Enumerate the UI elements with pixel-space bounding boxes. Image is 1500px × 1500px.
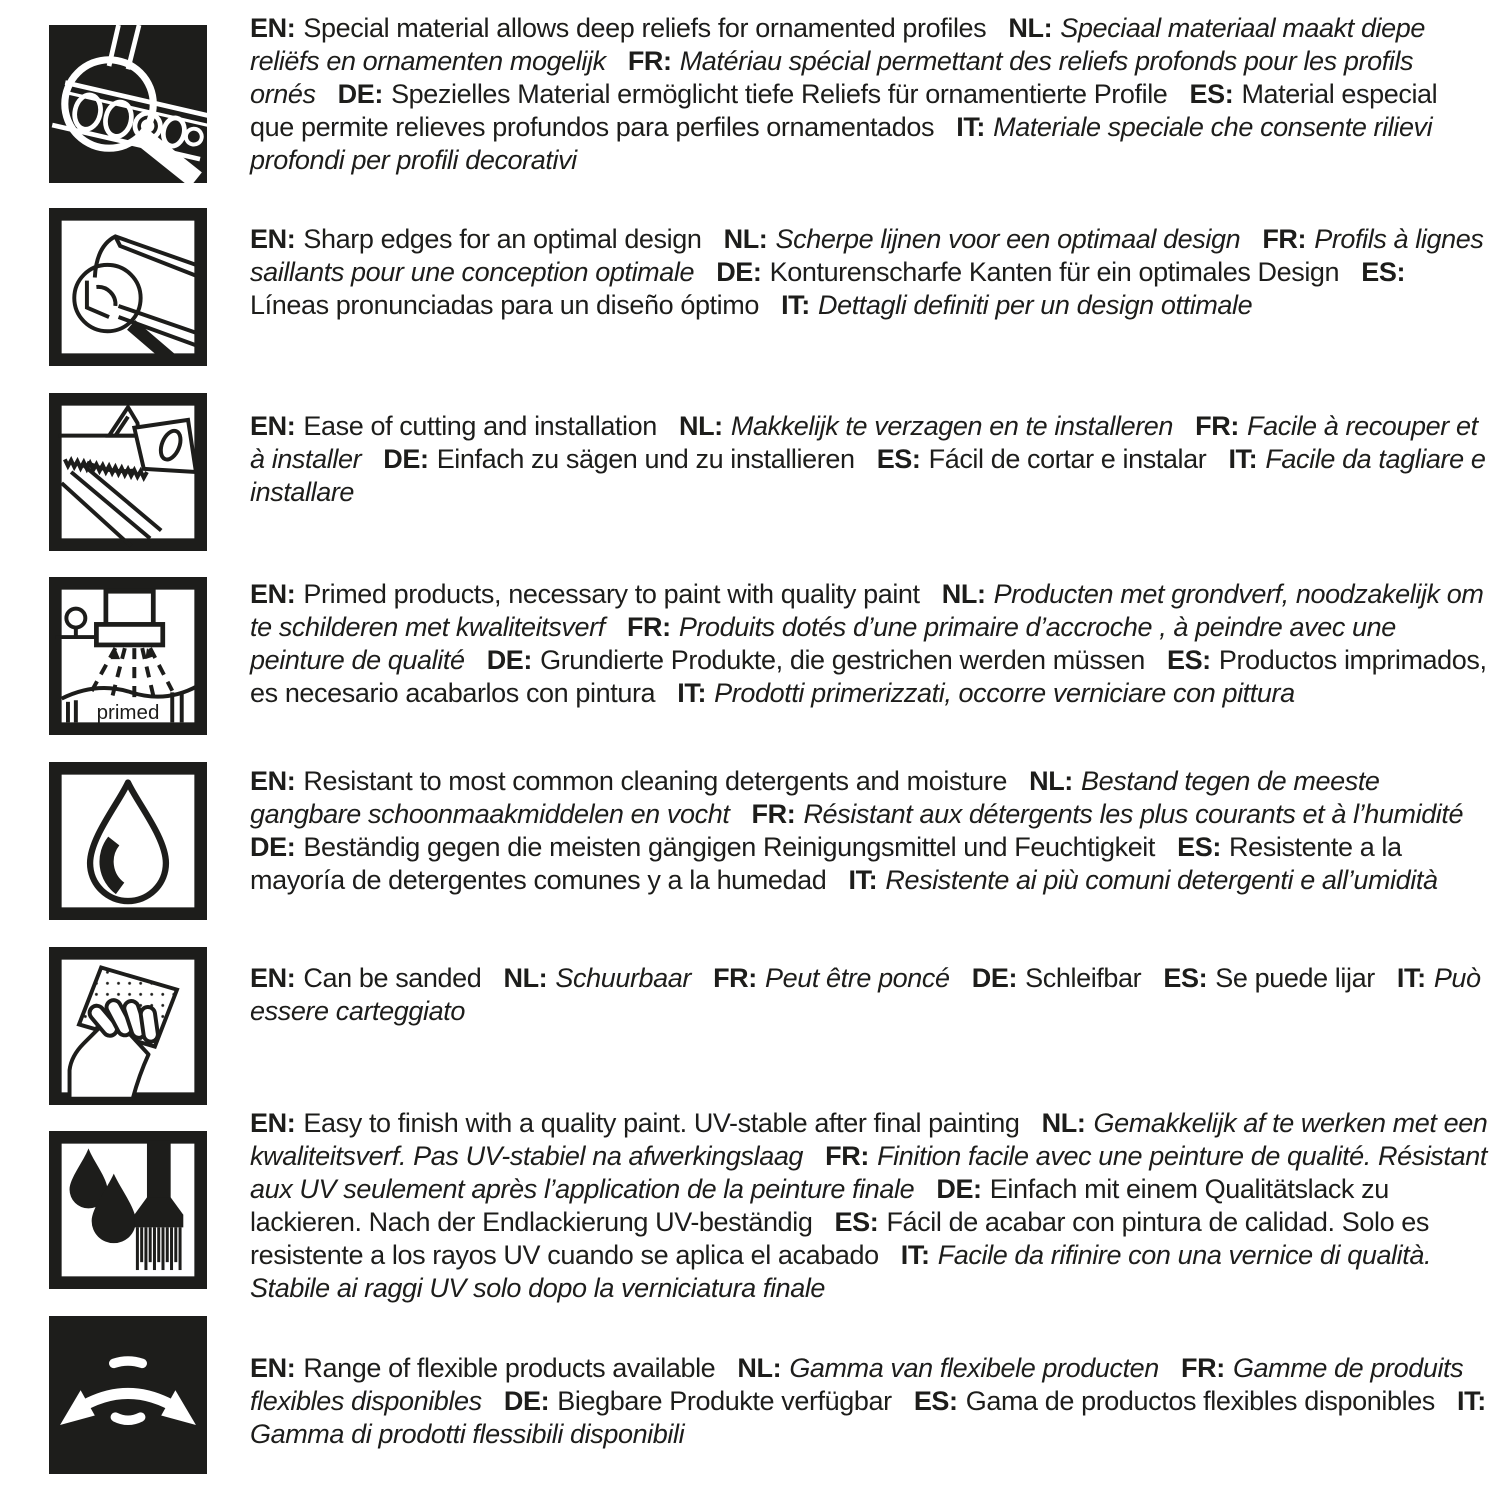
lang-segment-es (1163, 963, 1374, 993)
paint-drops-brush-icon (49, 1131, 207, 1289)
lang-segment-en (250, 13, 986, 43)
lang-segment-de (383, 444, 854, 474)
lang-segment-it (677, 678, 1294, 708)
lang-label: EN: (250, 579, 296, 609)
lang-label: ES: (876, 444, 921, 474)
lang-label: EN: (250, 766, 296, 796)
lang-text: Ease of cutting and installation (303, 411, 657, 441)
lang-label: FR: (1262, 224, 1307, 254)
lang-label: EN: (250, 224, 296, 254)
lang-text: Prodotti primerizzati, occorre verniciare con pittura (714, 678, 1295, 708)
lang-text: Scherpe lijnen voor een optimaal design (775, 224, 1241, 254)
lang-label: IT: (956, 112, 986, 142)
lang-text: Schuurbaar (555, 963, 691, 993)
lang-text: Peut être poncé (765, 963, 950, 993)
lang-label: FR: (626, 612, 671, 642)
lang-text: Special material allows deep reliefs for ornamented profiles (303, 13, 987, 43)
lang-segment-it (781, 290, 1252, 320)
lang-label: ES: (1361, 257, 1406, 287)
lang-label: NL: (678, 411, 723, 441)
lang-text: Dettagli definiti per un design ottimale (817, 290, 1253, 320)
lang-label: DE: (716, 257, 762, 287)
lang-label: NL: (1008, 13, 1053, 43)
lang-text: Einfach mit einem Qualitätslack zu lackieren. Nach der Endlackierung UV-beständig (250, 1174, 1389, 1237)
lang-label: DE: (486, 645, 532, 675)
lang-label: IT: (1457, 1386, 1486, 1416)
lang-label: FR: (713, 963, 757, 993)
lang-label: EN: (250, 1353, 296, 1383)
lang-text: Material especial que permite relieves profundos para perfiles ornamentados (250, 79, 1438, 142)
lang-label: ES: (834, 1207, 879, 1237)
lang-segment-es (877, 444, 1207, 474)
lang-text: Se puede lijar (1215, 963, 1375, 993)
lang-segment-fr (752, 799, 1464, 829)
lang-segment-en (250, 579, 920, 609)
lang-text: Spezielles Material ermöglicht tiefe Reliefs für ornamentierte Profile (391, 79, 1168, 109)
lang-text: Grundierte Produkte, die gestrichen werden müssen (540, 645, 1145, 675)
lang-label: FR: (751, 799, 796, 829)
flex-arrows-icon (49, 1316, 207, 1474)
lang-segment-en (250, 224, 701, 254)
sharp-edge-magnifier-icon (49, 208, 207, 366)
lang-text: Konturenscharfe Kanten für ein optimales Design (769, 257, 1340, 287)
lang-label: IT: (1228, 444, 1258, 474)
lang-label: DE: (250, 832, 296, 862)
water-drop-icon (49, 762, 207, 920)
lang-text: Gamme de produits flexibles disponibles (250, 1353, 1464, 1416)
feature-text-sanding (250, 962, 1488, 1028)
lang-segment-es (914, 1386, 1435, 1416)
lang-label: NL: (941, 579, 986, 609)
lang-segment-de (716, 257, 1339, 287)
lang-text: Productos imprimados, es necesario acabarlos con pintura (250, 645, 1487, 708)
lang-segment-en (250, 766, 1007, 796)
lang-label: EN: (250, 13, 296, 43)
lang-segment-nl (503, 963, 691, 993)
lang-segment-nl (724, 224, 1241, 254)
lang-label: IT: (848, 865, 878, 895)
lang-label: DE: (971, 963, 1018, 993)
lang-segment-en (250, 411, 657, 441)
lang-label: ES: (913, 1386, 958, 1416)
lang-text: Líneas pronunciadas para un diseño óptimo (250, 290, 759, 320)
lang-text: Matériau spécial permettant des reliefs profonds pour les profils ornés (250, 46, 1414, 109)
hand-saw-cutting-icon (49, 393, 207, 551)
feature-text-sharp-edges (250, 223, 1488, 322)
lang-text: Può essere carteggiato (250, 963, 1481, 1026)
lang-text: Easy to finish with a quality paint. UV-stable after final painting (303, 1108, 1020, 1138)
lang-text: Resistant to most common cleaning detergents and moisture (303, 766, 1007, 796)
lang-label: ES: (1189, 79, 1234, 109)
lang-segment-de (504, 1386, 892, 1416)
lang-text: Finition facile avec une peinture de qualité. Résistant aux UV seulement après l’application de la peinture finale (250, 1141, 1487, 1204)
feature-text-moisture (250, 765, 1488, 897)
lang-text: Bestand tegen de meeste gangbare schoonmaakmiddelen en vocht (250, 766, 1380, 829)
lang-text: Produits dotés d’une primaire d’accroche , à peindre avec une peinture de qualité (250, 612, 1396, 675)
lang-text: Gama de productos flexibles disponibles (965, 1386, 1435, 1416)
lang-label: IT: (677, 678, 707, 708)
primed-label: primed (96, 701, 160, 725)
lang-segment-de (338, 79, 1168, 109)
lang-label: DE: (337, 79, 383, 109)
lang-text: Einfach zu sägen und zu installieren (436, 444, 855, 474)
lang-text: Sharp edges for an optimal design (303, 224, 702, 254)
lang-text: Profils à lignes saillants pour une conception optimale (250, 224, 1484, 287)
feature-text-primed (250, 578, 1488, 710)
lang-label: FR: (627, 46, 672, 76)
lang-label: NL: (1029, 766, 1073, 796)
lang-segment-de (250, 832, 1155, 862)
lang-text: Primed products, necessary to paint with quality paint (303, 579, 920, 609)
lang-text: Schleifbar (1025, 963, 1142, 993)
lang-text: Biegbare Produkte verfügbar (557, 1386, 892, 1416)
ornamented-profile-magnifier-icon (49, 25, 207, 183)
lang-label: FR: (1181, 1353, 1225, 1383)
lang-segment-fr (713, 963, 950, 993)
lang-segment-nl (679, 411, 1173, 441)
lang-segment-de (972, 963, 1142, 993)
lang-text: Fácil de acabar con pintura de calidad. Solo es resistente a los rayos UV cuando se aplica el acabado (250, 1207, 1430, 1270)
lang-text: Facile da rifinire con una vernice di qualità. Stabile ai raggi UV solo dopo la verniciatura finale (250, 1240, 1432, 1303)
lang-text: Fácil de cortar e instalar (928, 444, 1207, 474)
lang-label: IT: (1396, 963, 1426, 993)
lang-label: FR: (1195, 411, 1239, 441)
hand-sanding-icon (49, 947, 207, 1105)
lang-label: EN: (250, 963, 296, 993)
lang-label: DE: (936, 1174, 982, 1204)
lang-label: ES: (1166, 645, 1211, 675)
lang-label: FR: (825, 1141, 869, 1171)
lang-text: Can be sanded (303, 963, 482, 993)
feature-text-paint-finish (250, 1107, 1488, 1305)
lang-text: Gemakkelijk af te werken met een kwaliteitsverf. Pas UV-stabiel na afwerkingslaag (250, 1108, 1488, 1171)
lang-segment-de (487, 645, 1145, 675)
lang-label: IT: (781, 290, 810, 320)
lang-text: Résistant aux détergents les plus courants et à l’humidité (803, 799, 1464, 829)
lang-text: Speciaal materiaal maakt diepe reliëfs en ornamenten mogelijk (250, 13, 1426, 76)
lang-text: Resistente a la mayoría de detergentes comunes y a la humedad (250, 832, 1402, 895)
primer-spray-icon (49, 577, 207, 735)
lang-label: DE: (503, 1386, 550, 1416)
feature-text-cutting (250, 410, 1488, 509)
lang-label: NL: (723, 224, 768, 254)
lang-text: Range of flexible products available (303, 1353, 716, 1383)
lang-text: Gamma van flexibele producten (789, 1353, 1159, 1383)
feature-text-flexible (250, 1352, 1488, 1451)
feature-text-deep-reliefs (250, 12, 1488, 177)
lang-segment-en (250, 1108, 1020, 1138)
lang-text: Materiale speciale che consente rilievi profondi per profili decorativi (250, 112, 1433, 175)
lang-segment-nl (737, 1353, 1159, 1383)
lang-text: Facile da tagliare e installare (250, 444, 1486, 507)
lang-label: NL: (737, 1353, 782, 1383)
lang-label: ES: (1163, 963, 1208, 993)
lang-text: Resistente ai più comuni detergenti e all’umidità (885, 865, 1438, 895)
lang-segment-it (848, 865, 1437, 895)
lang-label: NL: (1041, 1108, 1086, 1138)
lang-text: Gamma di prodotti flessibili disponibili (250, 1419, 685, 1449)
lang-segment-en (250, 963, 481, 993)
lang-label: ES: (1177, 832, 1221, 862)
lang-text: Beständig gegen die meisten gängigen Reinigungsmittel und Feuchtigkeit (303, 832, 1156, 862)
lang-text: Producten met grondverf, noodzakelijk om te schilderen met kwaliteitsverf (250, 579, 1484, 642)
lang-text: Facile à recouper et à installer (250, 411, 1478, 474)
lang-label: EN: (250, 411, 296, 441)
lang-label: EN: (250, 1108, 296, 1138)
lang-label: DE: (383, 444, 429, 474)
lang-label: NL: (503, 963, 548, 993)
lang-text: Makkelijk te verzagen en te installeren (730, 411, 1174, 441)
lang-segment-en (250, 1353, 715, 1383)
lang-label: IT: (900, 1240, 930, 1270)
